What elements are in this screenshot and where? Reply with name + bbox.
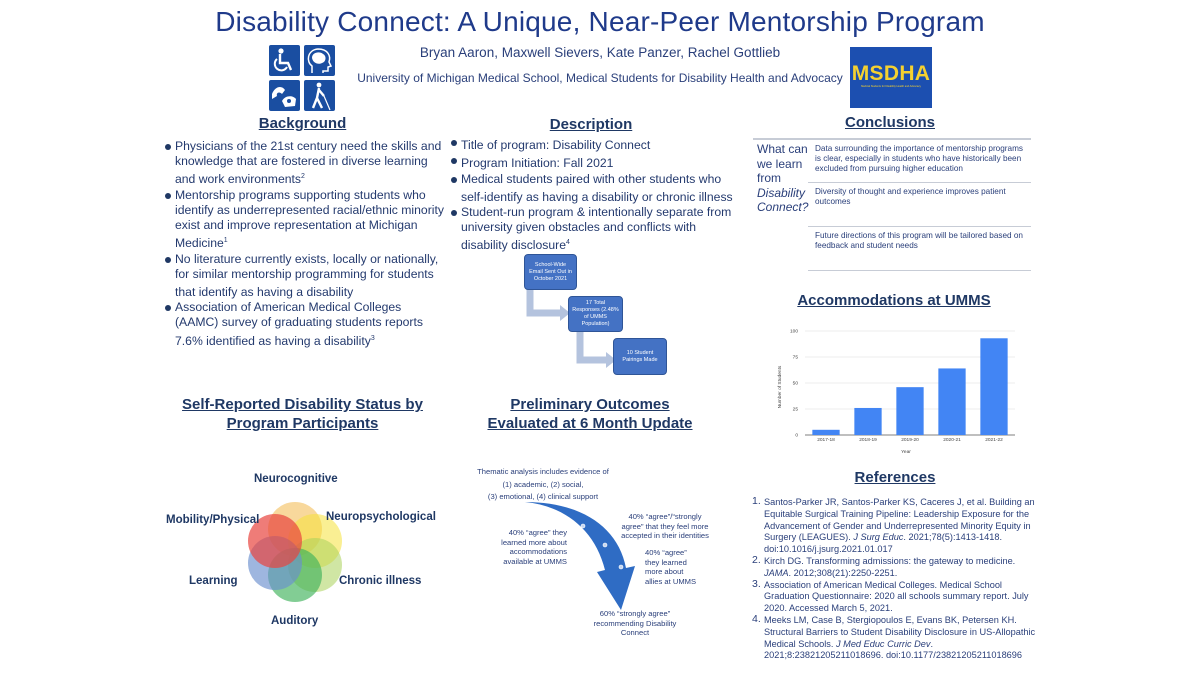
accommodations-heading: Accommodations at UMMS bbox=[797, 292, 991, 309]
chart-x-tick-label: 2020-21 bbox=[943, 438, 961, 443]
outcome-recommending: 60% “strongly agree” recommending Disability Connect bbox=[593, 609, 677, 638]
references-list bbox=[752, 497, 1042, 662]
venn-label-neurocognitive: Neurocognitive bbox=[254, 473, 338, 485]
chart-y-tick-label: 25 bbox=[792, 407, 798, 413]
authors: Bryan Aaron, Maxwell Sievers, Kate Panzer, Rachel Gottlieb bbox=[419, 45, 781, 60]
chart-y-tick-label: 50 bbox=[792, 381, 798, 387]
chart-bar-2017-18 bbox=[812, 430, 839, 435]
background-item: Association of American Medical Colleges (AAMC) survey of graduating students reports 7.6% identified as having a disability$^3$ bbox=[165, 300, 445, 349]
chart-bar-2021-22 bbox=[980, 338, 1007, 435]
outcomes-intro: Thematic analysis includes evidence of (1) academic, (2) social, (3) emotional, (4) clinical support bbox=[477, 467, 609, 501]
msdha-logo-text: MSDHA bbox=[851, 62, 931, 85]
background-heading: Background bbox=[258, 115, 347, 132]
affiliation: University of Michigan Medical School, Medical Students for Disability Health and Advocacy bbox=[357, 71, 843, 85]
conclusion-row: Future directions of this program will be tailored based on feedback and student needs bbox=[808, 227, 1031, 271]
description-item: Title of program: Disability Connect bbox=[451, 135, 741, 153]
venn-label-neuropsychological: Neuropsychological bbox=[326, 511, 436, 523]
venn-label-chronic-illness: Chronic illness bbox=[339, 575, 422, 587]
arrow-dot bbox=[603, 543, 607, 547]
flow-arrow-2 bbox=[580, 328, 608, 360]
disability-status-heading: Self-Reported Disability Status by Program Participants bbox=[182, 396, 423, 432]
sign-language-icon bbox=[269, 80, 300, 111]
venn-label-mobility-physical: Mobility/Physical bbox=[166, 514, 260, 526]
conclusion-row: Data surrounding the importance of mentorship programs is clear, especially in students who have historically been excluded from pursuing higher education bbox=[808, 140, 1031, 183]
chart-bar-2020-21 bbox=[938, 368, 965, 435]
flow-step-2: 17 Total Responses (2.48% of UMMS Population) bbox=[568, 296, 623, 332]
chart-x-tick-label: 2019-20 bbox=[901, 438, 919, 443]
chart-y-tick-label: 100 bbox=[789, 329, 798, 335]
conclusions-question: What can we learn from Disability Connect? bbox=[757, 142, 809, 214]
chart-x-tick-label: 2017-18 bbox=[817, 438, 835, 443]
outcome-accommodations: 40% “agree” they learned more about accommodations available at UMMS bbox=[501, 528, 567, 566]
flow-step-3: 10 Student Pairings Made bbox=[613, 338, 667, 375]
description-item: Student-run program & intentionally separate from university given obstacles and conflicts with disability disclosure$^4$ bbox=[451, 205, 741, 254]
poster-title: Disability Connect: A Unique, Near-Peer Mentorship Program bbox=[215, 6, 985, 37]
chart-x-label: Year bbox=[901, 450, 911, 455]
description-item: Program Initiation: Fall 2021 bbox=[451, 153, 741, 171]
chart-y-tick-label: 0 bbox=[795, 433, 798, 439]
venn-label-learning: Learning bbox=[189, 575, 238, 587]
conclusion-row: Diversity of thought and experience improves patient outcomes bbox=[808, 183, 1031, 227]
chart-y-label: Number of Students bbox=[778, 365, 783, 409]
chart-bar-2019-20 bbox=[896, 387, 923, 435]
background-item: No literature currently exists, locally or nationally, for similar mentorship programming for students that identify as having a disability bbox=[165, 252, 445, 301]
outcome-accepted: 40% “agree”/“strongly agree” that they feel more accepted in their identities bbox=[621, 512, 709, 541]
outcome-allies: 40% “agree” they learned more about allies at UMMS bbox=[645, 548, 697, 586]
accommodations-bar-chart bbox=[770, 322, 1020, 457]
description-list bbox=[451, 135, 741, 254]
conclusions-heading: Conclusions bbox=[844, 114, 935, 131]
background-item: Mentorship programs supporting students who identify as underrepresented racial/ethnic minority exist and improve representation at Michigan Medicine$^1$ bbox=[165, 188, 445, 252]
chart-bar-2018-19 bbox=[854, 408, 881, 435]
wheelchair-icon bbox=[269, 45, 300, 76]
reference-item: 1. Santos-Parker JR, Santos-Parker KS, Caceres J, et al. Building an Equitable Surgical Training Pipeline: Leadership Exposure for the Advancement of Gender and Underrepresented Minority Equity in Surgery (LEAGUES). J Surg Educ. 2021;78(5):1413-1418. doi:10.1016/j.jsurg.2021.01.017 bbox=[752, 495, 1035, 555]
reference-item: 3. Association of American Medical Colleges. Medical School Graduation Questionnaire: 2020 all schools summary report. July 2020. Accessed March 5, 2021. bbox=[752, 577, 1029, 614]
chart-x-tick-label: 2018-19 bbox=[859, 438, 877, 443]
background-item: Physicians of the 21st century need the skills and knowledge that are fostered in diverse learning and work environments$^2$ bbox=[165, 139, 445, 188]
chart-x-tick-label: 2021-22 bbox=[985, 438, 1003, 443]
background-list bbox=[165, 139, 445, 349]
venn-label-auditory: Auditory bbox=[271, 615, 319, 627]
references-heading: References bbox=[854, 469, 936, 486]
reference-item: 4. Meeks LM, Case B, Stergiopoulos E, Evans BK, Petersen KH. Structural Barriers to Student Disability Disclosure in US-Allopathic Medical Schools. J Med Educ Curric Dev. 2021;8:23821205211018696. doi:10.1177/23821205211018696 bbox=[752, 612, 1036, 661]
description-item: Medical students paired with other students who self-identify as having a disability or chronic illness bbox=[451, 172, 741, 205]
arrow-dot bbox=[581, 524, 585, 528]
reference-item: 2. Kirch DG. Transforming admissions: the gateway to medicine. JAMA. 2012;308(21):2250-2251. bbox=[752, 553, 1016, 578]
chart-y-tick-label: 75 bbox=[792, 355, 798, 361]
arrow-dot bbox=[619, 565, 623, 569]
blind-cane-icon bbox=[304, 80, 335, 111]
outcomes-heading: Preliminary Outcomes Evaluated at 6 Month Update bbox=[487, 396, 693, 432]
brain-head-icon bbox=[304, 45, 335, 76]
flow-step-1: School-Wide Email Sent Out in October 2021 bbox=[524, 254, 577, 290]
description-heading: Description bbox=[549, 116, 633, 133]
msdha-logo-subtext: Medical Students for Disability Health and Advocacy bbox=[861, 85, 921, 88]
conclusions-rows bbox=[808, 140, 1031, 271]
msdha-logo bbox=[850, 47, 932, 108]
disability-icons-logo bbox=[268, 44, 336, 112]
